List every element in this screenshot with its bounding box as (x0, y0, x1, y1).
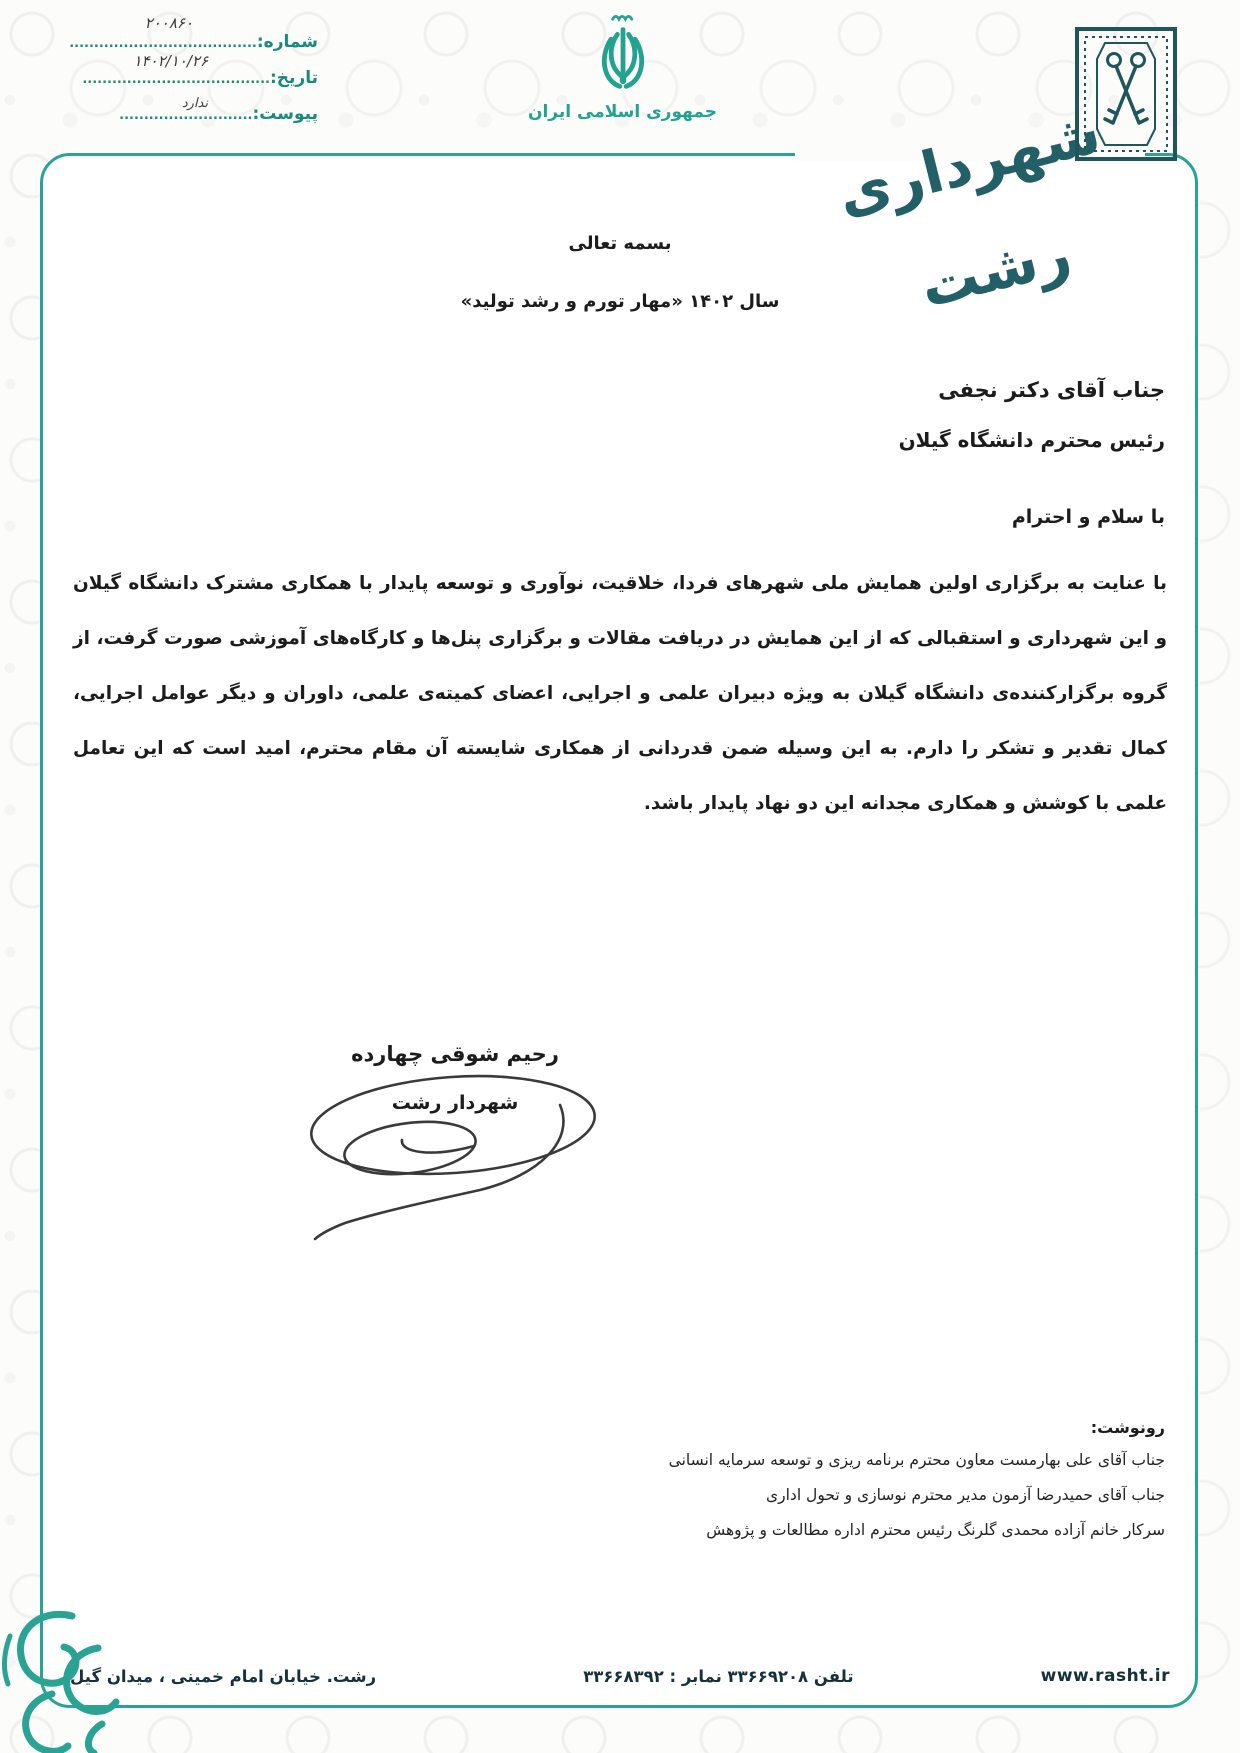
crossed-keys-seal-icon (1075, 27, 1177, 161)
signatory-name: رحیم شوقی چهارده (351, 1042, 559, 1066)
municipal-seal (1075, 27, 1177, 165)
reference-fields (42, 14, 318, 128)
cc-item: سرکار خانم آزاده محمدی گلرنگ رئیس محترم اداره مطالعات و پژوهش (706, 1521, 1165, 1539)
letter-body: با عنایت به برگزاری اولین همایش ملی شهرهای فردا، خلاقیت، نوآوری و توسعه پایدار با همکاری مشترک دانشگاه گیلان و این شهرداری و استقبالی که از این همایش در دریافت مقالات و برگزاری پنل‌ها و کارگاه‌های آموزشی صورت گرفت، از گروه برگزارکننده‌ی دانشگاه گیلان به ویژه دبیران علمی و اجرایی، اعضای کمیته‌ی علمی، داوران و دیگر عوامل اجرایی، کمال تقدیر و تشکر را دارم. به این وسیله ضمن قدردانی از همکاری شایسته آن مقام محترم، امید است که این تعامل علمی با کوشش و همکاری مجدانه این دو نهاد پایدار باشد. (73, 573, 1167, 814)
emblem-caption: جمهوری اسلامی ایران (527, 102, 718, 122)
number-field: ۲۰۰۸۶۰ شماره:...................................... (69, 14, 318, 52)
iran-emblem-icon (586, 12, 660, 96)
footer-phone: تلفن ۳۳۶۶۹۲۰۸ نمابر : ۳۳۶۶۸۳۹۲ (583, 1666, 854, 1686)
recipient-role: رئیس محترم دانشگاه گیلان (898, 428, 1165, 452)
date-label: تاریخ: (270, 68, 318, 88)
date-field: ۱۴۰۲/۱۰/۲۶ تاریخ:...................................... (82, 52, 318, 88)
footer-website[interactable]: www.rasht.ir (1040, 1666, 1170, 1686)
cc-block (525, 1418, 1165, 1554)
footer-address: رشت. خیابان امام خمینی ، میدان گیل (70, 1666, 377, 1686)
attachment-label: پیوست: (252, 104, 318, 124)
attachment-field: ندارد پیوست:........................... (119, 96, 318, 124)
attachment-value: ندارد (181, 96, 208, 111)
national-emblem-block (520, 12, 725, 122)
cc-item: جناب آقای حمیدرضا آزمون مدیر محترم نوسازی و تحول اداری (766, 1486, 1165, 1504)
cc-item: جناب آقای علی بهارمست معاون محترم برنامه ریزی و توسعه سرمایه انسانی (668, 1451, 1165, 1469)
signatory-role: شهردار رشت (391, 1092, 519, 1114)
number-value: ۲۰۰۸۶۰ (144, 14, 193, 32)
bismillah-text: بسمه تعالی (568, 233, 672, 254)
salutation: با سلام و احترام (1011, 506, 1165, 528)
year-slogan: سال ۱۴۰۲ «مهار تورم و رشد تولید» (460, 291, 780, 312)
date-value: ۱۴۰۲/۱۰/۲۶ (133, 52, 208, 70)
footer-bar (70, 1656, 1170, 1696)
municipality-logo-title: شهرداری رشت (830, 97, 1107, 322)
cc-label: رونوشت: (1090, 1418, 1165, 1437)
recipient-name: جناب آقای دکتر نجفی (938, 378, 1165, 402)
number-label: شماره: (256, 32, 318, 52)
